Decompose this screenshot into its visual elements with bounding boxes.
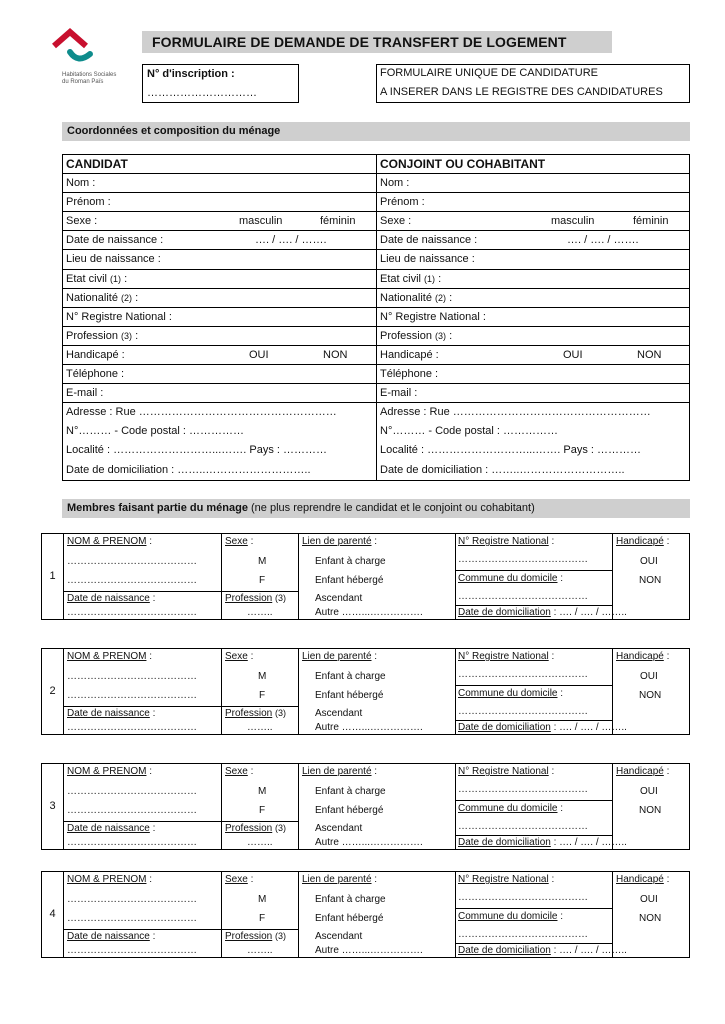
profession-label: Profession	[225, 931, 273, 942]
registre-dots: …………………………………	[458, 554, 588, 565]
logo-text	[62, 72, 116, 86]
nom-prenom-label: NOM & PRENOM	[67, 874, 147, 885]
name-dots-2: …………………………………	[67, 690, 197, 701]
feminin-option[interactable]: féminin	[633, 215, 669, 228]
conjoint-header: CONJOINT OU COHABITANT	[380, 157, 546, 171]
colon: :	[146, 536, 153, 547]
profession-label: Profession	[225, 708, 273, 719]
candidat-localite-field[interactable]	[63, 441, 376, 460]
profession-label: Profession	[66, 329, 118, 342]
member-registre-cell[interactable]	[456, 764, 627, 849]
colon: :	[663, 651, 670, 662]
colon: :	[146, 874, 153, 885]
domiciliation-label: Date de domiciliation	[458, 722, 551, 733]
member-number: 4	[42, 872, 64, 957]
member-block-1	[41, 533, 690, 620]
handicape-label: Handicapé :	[66, 348, 125, 361]
telephone-label: Téléphone :	[66, 368, 125, 381]
member-handicape-cell[interactable]	[613, 764, 689, 849]
sexe-label: Sexe :	[380, 215, 412, 228]
colon: :	[247, 536, 254, 547]
dob-dots: …………………………………	[67, 607, 197, 618]
domicile-label: Date de domiciliation : ……..………………………..	[66, 463, 311, 476]
handicape-non-option[interactable]: NON	[639, 575, 662, 586]
candidat-numero-field[interactable]	[63, 422, 376, 441]
email-label: E-mail :	[66, 387, 104, 400]
lien-label: Lien de parenté	[302, 651, 372, 662]
section-membres-title: Membres faisant partie du ménage	[67, 502, 248, 514]
member-registre-cell[interactable]	[456, 534, 627, 619]
nation-label: Nationalité	[66, 291, 118, 304]
ascendant-option[interactable]: Ascendant	[315, 823, 363, 834]
colon: :	[371, 874, 378, 885]
section-membres-bar	[62, 499, 690, 518]
handicape-label: Handicapé	[616, 874, 664, 885]
conjoint-column	[376, 155, 689, 480]
domiciliation-label: Date de domiciliation	[458, 837, 551, 848]
member-lien-cell[interactable]	[299, 649, 456, 734]
member-sexe-cell[interactable]	[222, 649, 299, 734]
sexe-m-option[interactable]: M	[258, 671, 267, 682]
candidat-nation-field[interactable]: Nationalité (2) :	[63, 289, 376, 308]
candidat-domicile-field[interactable]	[63, 461, 376, 480]
inscription-box[interactable]	[142, 64, 299, 103]
member-block-3	[41, 763, 690, 850]
member-name-cell[interactable]	[64, 534, 222, 619]
section-coordonnees-bar	[62, 122, 690, 141]
commune-label: Commune du domicile	[458, 688, 558, 699]
conjoint-prenom-field[interactable]	[377, 193, 689, 212]
profession-dots: ……..	[247, 945, 273, 956]
localite-label: Localité : ………………………...……. Pays : …………	[380, 444, 641, 457]
registre-label: N° Registre National	[458, 874, 549, 885]
commune-label: Commune du domicile	[458, 911, 558, 922]
member-registre-cell[interactable]	[456, 649, 627, 734]
masculin-option[interactable]: masculin	[551, 215, 595, 228]
member-lien-cell[interactable]	[299, 764, 456, 849]
registre-label: N° Registre National	[458, 536, 549, 547]
colon: :	[663, 874, 670, 885]
conjoint-profession-field[interactable]: Profession (3) :	[377, 327, 689, 346]
sexe-label: Sexe	[225, 874, 248, 885]
colon: :	[548, 651, 555, 662]
candidat-profession-field[interactable]: Profession (3) :	[63, 327, 376, 346]
conjoint-email-field[interactable]	[377, 384, 689, 403]
handicape-oui-option[interactable]: OUI	[640, 894, 658, 905]
sexe-m-option[interactable]: M	[258, 786, 267, 797]
dob-dots: …. / …. / …….	[567, 234, 639, 247]
profession-note: (3)	[275, 593, 287, 603]
profession-note: (3)	[435, 330, 447, 341]
sexe-f-option[interactable]: F	[259, 690, 266, 701]
commune-label: Commune du domicile	[458, 803, 558, 814]
profession-label: Profession	[225, 823, 273, 834]
dob-label: Date de naissance :	[66, 234, 164, 247]
profession-dots: ……..	[247, 837, 273, 848]
candidat-prenom-field[interactable]	[63, 193, 376, 212]
conjoint-handicape-field[interactable]	[377, 346, 689, 365]
member-lien-cell[interactable]	[299, 872, 456, 957]
member-block-2	[41, 648, 690, 735]
colon: :	[371, 766, 378, 777]
conjoint-localite-field[interactable]	[377, 441, 689, 460]
section-membres-subtitle: (ne plus reprendre le candidat et le conjoint ou cohabitant)	[251, 502, 535, 514]
member-sexe-cell[interactable]	[222, 872, 299, 957]
enfant-charge-option[interactable]: Enfant à charge	[315, 556, 386, 567]
member-handicape-cell[interactable]	[613, 872, 689, 957]
domiciliation-dots: : …. / …. / ……..	[550, 722, 627, 733]
enfant-heberge-option[interactable]: Enfant hébergé	[315, 913, 384, 924]
dob-dots: …………………………………	[67, 837, 197, 848]
domiciliation-label: Date de domiciliation	[458, 607, 551, 618]
adresse-label: Adresse : Rue ………………………………………………	[66, 406, 337, 419]
non-option[interactable]: NON	[637, 348, 662, 361]
autre-option[interactable]: Autre ……...…………….	[315, 722, 423, 733]
colon: :	[146, 651, 153, 662]
lien-label: Lien de parenté	[302, 536, 372, 547]
name-dots-2: …………………………………	[67, 575, 197, 586]
logo-text-line1: Habitations Sociales	[62, 72, 117, 78]
member-lien-cell[interactable]	[299, 534, 456, 619]
colon: :	[371, 651, 378, 662]
lien-label: Lien de parenté	[302, 874, 372, 885]
unique-form-box	[376, 64, 690, 103]
name-dots-1: …………………………………	[67, 556, 197, 567]
candidat-registre-field[interactable]	[63, 308, 376, 327]
conjoint-nation-field[interactable]: Nationalité (2) :	[377, 289, 689, 308]
candidat-sexe-field[interactable]	[63, 212, 376, 231]
unique-line2: A INSERER DANS LE REGISTRE DES CANDIDATURES	[380, 86, 663, 98]
conjoint-numero-field[interactable]	[377, 422, 689, 441]
colon: :	[557, 688, 564, 699]
colon: :	[548, 766, 555, 777]
conjoint-registre-field[interactable]	[377, 308, 689, 327]
dob-dots: …. / …. / …….	[255, 234, 327, 247]
autre-option[interactable]: Autre ……...…………….	[315, 837, 423, 848]
colon: :	[247, 874, 254, 885]
handicape-non-option[interactable]: NON	[639, 913, 662, 924]
sexe-label: Sexe	[225, 651, 248, 662]
candidat-column	[63, 155, 376, 480]
member-name-cell[interactable]	[64, 764, 222, 849]
inscription-label: N° d'inscription :	[147, 68, 235, 80]
logo-text-line2: du Roman Païs	[62, 79, 104, 85]
candidat-lieu-field[interactable]	[63, 250, 376, 269]
colon: :	[149, 708, 156, 719]
registre-label: N° Registre National :	[66, 310, 172, 323]
name-dots-2: …………………………………	[67, 913, 197, 924]
name-dots-1: …………………………………	[67, 894, 197, 905]
candidat-header: CANDIDAT	[66, 157, 128, 171]
etat-label: Etat civil	[380, 272, 421, 285]
nation-note: (2)	[435, 292, 447, 303]
colon: :	[548, 874, 555, 885]
numero-label: N°……… - Code postal : ……………	[380, 425, 558, 438]
profession-label: Profession	[380, 329, 432, 342]
name-dots-1: …………………………………	[67, 671, 197, 682]
handicape-oui-option[interactable]: OUI	[640, 556, 658, 567]
conjoint-sexe-field[interactable]	[377, 212, 689, 231]
date-naissance-label: Date de naissance	[67, 931, 150, 942]
localite-label: Localité : ………………………...……. Pays : …………	[66, 444, 327, 457]
date-naissance-label: Date de naissance	[67, 708, 150, 719]
commune-dots: …………………………………	[458, 929, 588, 940]
enfant-heberge-option[interactable]: Enfant hébergé	[315, 575, 384, 586]
nation-note: (2)	[121, 292, 133, 303]
section-coordonnees-title: Coordonnées et composition du ménage	[67, 125, 281, 137]
sexe-m-option[interactable]: M	[258, 556, 267, 567]
name-dots-2: …………………………………	[67, 805, 197, 816]
member-handicape-cell[interactable]	[613, 649, 689, 734]
registre-dots: …………………………………	[458, 784, 588, 795]
conjoint-domicile-field[interactable]	[377, 461, 689, 480]
dob-label: Date de naissance :	[380, 234, 478, 247]
sexe-f-option[interactable]: F	[259, 805, 266, 816]
commune-dots: …………………………………	[458, 591, 588, 602]
lieu-label: Lieu de naissance :	[66, 253, 161, 266]
coordinates-table	[62, 154, 690, 481]
commune-dots: …………………………………	[458, 706, 588, 717]
telephone-label: Téléphone :	[380, 368, 439, 381]
date-naissance-label: Date de naissance	[67, 823, 150, 834]
domiciliation-dots: : …. / …. / ……..	[550, 945, 627, 956]
handicape-label: Handicapé :	[380, 348, 439, 361]
candidat-handicape-field[interactable]	[63, 346, 376, 365]
conjoint-adresse-field[interactable]	[377, 403, 689, 422]
member-registre-cell[interactable]	[456, 872, 627, 957]
domiciliation-dots: : …. / …. / ……..	[550, 837, 627, 848]
candidat-nom-field[interactable]	[63, 174, 376, 193]
colon: :	[247, 651, 254, 662]
enfant-charge-option[interactable]: Enfant à charge	[315, 671, 386, 682]
autre-option[interactable]: Autre ……...…………….	[315, 607, 423, 618]
unique-line1: FORMULAIRE UNIQUE DE CANDIDATURE	[380, 67, 598, 79]
ascendant-option[interactable]: Ascendant	[315, 593, 363, 604]
handicape-non-option[interactable]: NON	[639, 805, 662, 816]
enfant-charge-option[interactable]: Enfant à charge	[315, 894, 386, 905]
colon: :	[149, 823, 156, 834]
lieu-label: Lieu de naissance :	[380, 253, 475, 266]
handicape-label: Handicapé	[616, 651, 664, 662]
conjoint-nom-field[interactable]	[377, 174, 689, 193]
sexe-m-option[interactable]: M	[258, 894, 267, 905]
sexe-label: Sexe :	[66, 215, 98, 228]
member-block-4	[41, 871, 690, 958]
enfant-heberge-option[interactable]: Enfant hébergé	[315, 805, 384, 816]
dob-dots: …………………………………	[67, 722, 197, 733]
nation-label: Nationalité	[380, 291, 432, 304]
candidat-etat-field[interactable]: Etat civil (1) :	[63, 270, 376, 289]
email-label: E-mail :	[380, 387, 418, 400]
profession-label: Profession	[225, 593, 273, 604]
registre-dots: …………………………………	[458, 669, 588, 680]
dob-dots: …………………………………	[67, 945, 197, 956]
conjoint-telephone-field[interactable]	[377, 365, 689, 384]
nom-prenom-label: NOM & PRENOM	[67, 651, 147, 662]
oui-option[interactable]: OUI	[249, 348, 269, 361]
handicape-oui-option[interactable]: OUI	[640, 671, 658, 682]
masculin-option[interactable]: masculin	[239, 215, 283, 228]
member-sexe-cell[interactable]	[222, 764, 299, 849]
profession-dots: ……..	[247, 722, 273, 733]
member-name-cell[interactable]	[64, 649, 222, 734]
autre-option[interactable]: Autre ……...…………….	[315, 945, 423, 956]
colon: :	[663, 536, 670, 547]
member-number: 1	[42, 534, 64, 619]
colon: :	[557, 803, 564, 814]
member-number: 2	[42, 649, 64, 734]
conjoint-etat-field[interactable]: Etat civil (1) :	[377, 270, 689, 289]
profession-note: (3)	[275, 823, 287, 833]
colon: :	[557, 911, 564, 922]
prenom-label: Prénom :	[380, 196, 425, 209]
colon: :	[557, 573, 564, 584]
name-dots-1: …………………………………	[67, 786, 197, 797]
colon: :	[663, 766, 670, 777]
registre-label: N° Registre National	[458, 651, 549, 662]
domicile-label: Date de domiciliation : ……..………………………..	[380, 463, 625, 476]
enfant-charge-option[interactable]: Enfant à charge	[315, 786, 386, 797]
handicape-non-option[interactable]: NON	[639, 690, 662, 701]
candidat-email-field[interactable]	[63, 384, 376, 403]
profession-note: (3)	[275, 931, 287, 941]
commune-label: Commune du domicile	[458, 573, 558, 584]
member-name-cell[interactable]	[64, 872, 222, 957]
inscription-dots: …………………………	[147, 87, 257, 99]
registre-label: N° Registre National :	[380, 310, 486, 323]
commune-dots: …………………………………	[458, 821, 588, 832]
etat-label: Etat civil	[66, 272, 107, 285]
date-naissance-label: Date de naissance	[67, 593, 150, 604]
handicape-label: Handicapé	[616, 536, 664, 547]
conjoint-dob-field[interactable]	[377, 231, 689, 250]
etat-note: (1)	[110, 273, 122, 284]
member-number: 3	[42, 764, 64, 849]
candidat-telephone-field[interactable]	[63, 365, 376, 384]
candidat-adresse-field[interactable]	[63, 403, 376, 422]
domiciliation-label: Date de domiciliation	[458, 945, 551, 956]
enfant-heberge-option[interactable]: Enfant hébergé	[315, 690, 384, 701]
etat-note: (1)	[424, 273, 436, 284]
handicape-oui-option[interactable]: OUI	[640, 786, 658, 797]
lien-label: Lien de parenté	[302, 766, 372, 777]
profession-note: (3)	[121, 330, 133, 341]
nom-label: Nom :	[380, 177, 410, 190]
sexe-label: Sexe	[225, 536, 248, 547]
nom-label: Nom :	[66, 177, 96, 190]
colon: :	[371, 536, 378, 547]
sexe-f-option[interactable]: F	[259, 575, 266, 586]
nom-prenom-label: NOM & PRENOM	[67, 536, 147, 547]
registre-dots: …………………………………	[458, 892, 588, 903]
non-option[interactable]: NON	[323, 348, 348, 361]
page-title: FORMULAIRE DE DEMANDE DE TRANSFERT DE LOGEMENT	[142, 31, 612, 53]
colon: :	[548, 536, 555, 547]
member-handicape-cell[interactable]	[613, 534, 689, 619]
registre-label: N° Registre National	[458, 766, 549, 777]
sexe-f-option[interactable]: F	[259, 913, 266, 924]
prenom-label: Prénom :	[66, 196, 111, 209]
handicape-label: Handicapé	[616, 766, 664, 777]
member-sexe-cell[interactable]	[222, 534, 299, 619]
profession-note: (3)	[275, 708, 287, 718]
nom-prenom-label: NOM & PRENOM	[67, 766, 147, 777]
colon: :	[149, 593, 156, 604]
profession-dots: ……..	[247, 607, 273, 618]
colon: :	[247, 766, 254, 777]
domiciliation-dots: : …. / …. / ……..	[550, 607, 627, 618]
numero-label: N°……… - Code postal : ……………	[66, 425, 244, 438]
sexe-label: Sexe	[225, 766, 248, 777]
candidat-dob-field[interactable]	[63, 231, 376, 250]
colon: :	[146, 766, 153, 777]
colon: :	[149, 931, 156, 942]
feminin-option[interactable]: féminin	[320, 215, 356, 228]
ascendant-option[interactable]: Ascendant	[315, 931, 363, 942]
ascendant-option[interactable]: Ascendant	[315, 708, 363, 719]
conjoint-lieu-field[interactable]	[377, 250, 689, 269]
oui-option[interactable]: OUI	[563, 348, 583, 361]
adresse-label: Adresse : Rue ………………………………………………	[380, 406, 651, 419]
